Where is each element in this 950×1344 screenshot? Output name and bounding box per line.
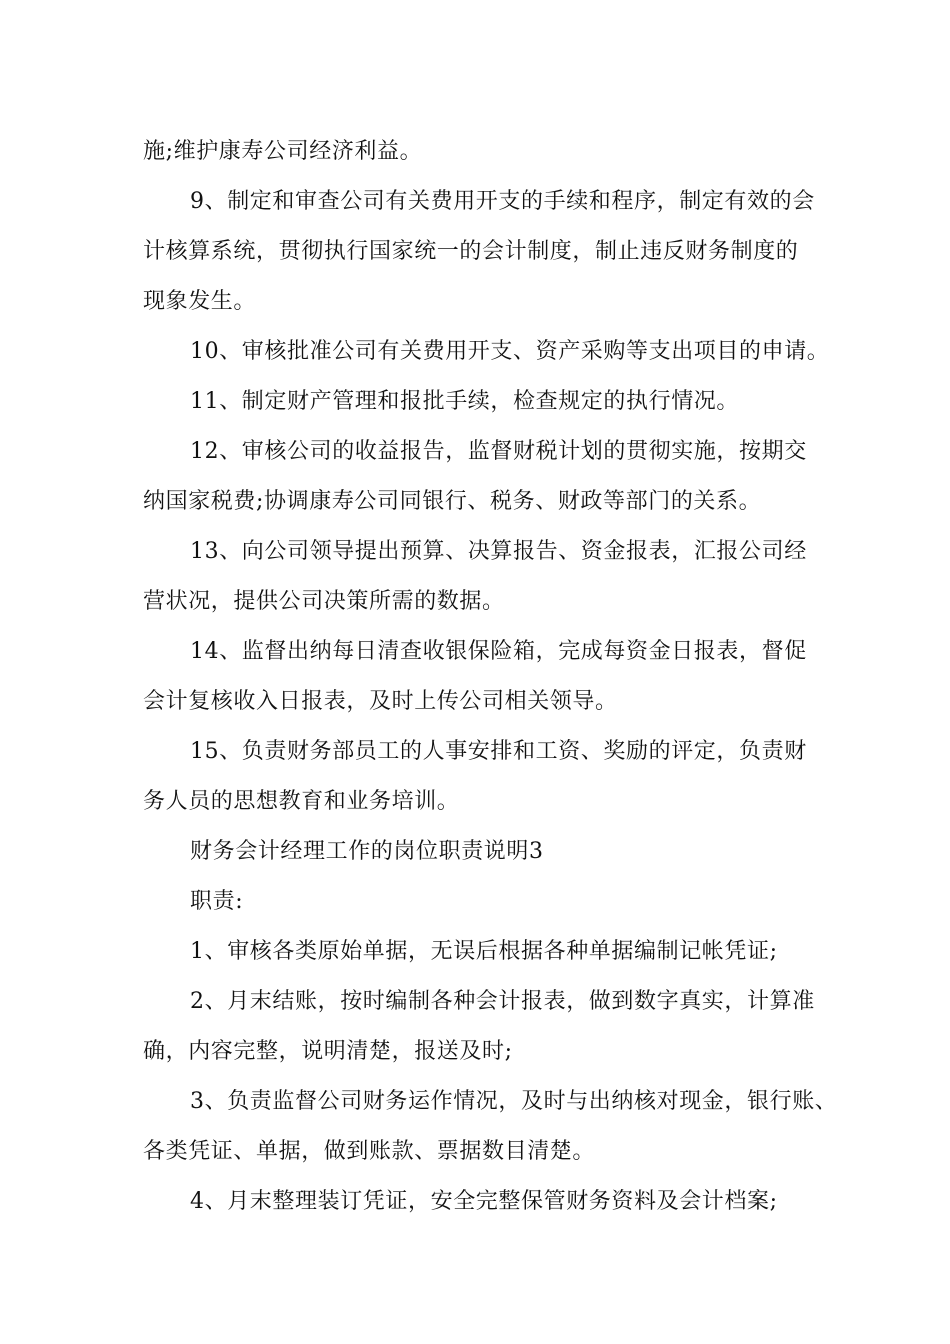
text-line: 14、监督出纳每日清查收银保险箱，完成每资金日报表，督促: [190, 639, 807, 664]
section-heading: 财务会计经理工作的岗位职责说明3: [190, 839, 544, 864]
text-line: 施;维护康寿公司经济利益。: [143, 139, 423, 164]
text-line: 2、月末结账，按时编制各种会计报表，做到数字真实，计算准: [190, 989, 815, 1014]
text-line: 12、审核公司的收益报告，监督财税计划的贯彻实施，按期交: [190, 439, 807, 464]
text-line: 现象发生。: [143, 289, 257, 314]
text-line: 4、月末整理装订凭证，安全完整保管财务资料及会计档案;: [190, 1189, 778, 1214]
text-line: 15、负责财务部员工的人事安排和工资、奖励的评定，负责财: [190, 739, 807, 764]
text-line: 各类凭证、单据，做到账款、票据数目清楚。: [143, 1139, 596, 1164]
text-line: 营状况，提供公司决策所需的数据。: [143, 589, 505, 614]
text-line: 11、制定财产管理和报批手续，检查规定的执行情况。: [190, 389, 739, 414]
text-line: 务人员的思想教育和业务培训。: [143, 789, 460, 814]
subheading: 职责:: [190, 889, 244, 914]
text-line: 10、审核批准公司有关费用开支、资产采购等支出项目的申请。: [190, 339, 830, 364]
text-line: 会计复核收入日报表，及时上传公司相关领导。: [143, 689, 618, 714]
text-line: 计核算系统，贯彻执行国家统一的会计制度，制止违反财务制度的: [143, 239, 799, 264]
text-line: 1、审核各类原始单据，无误后根据各种单据编制记帐凭证;: [190, 939, 778, 964]
text-line: 13、向公司领导提出预算、决算报告、资金报表，汇报公司经: [190, 539, 807, 564]
text-line: 9、制定和审查公司有关费用开支的手续和程序，制定有效的会: [190, 189, 815, 214]
text-line: 3、负责监督公司财务运作情况，及时与出纳核对现金，银行账、: [190, 1089, 838, 1114]
text-line: 确，内容完整，说明清楚，报送及时;: [143, 1039, 513, 1064]
text-line: 纳国家税费;协调康寿公司同银行、税务、财政等部门的关系。: [143, 489, 762, 514]
